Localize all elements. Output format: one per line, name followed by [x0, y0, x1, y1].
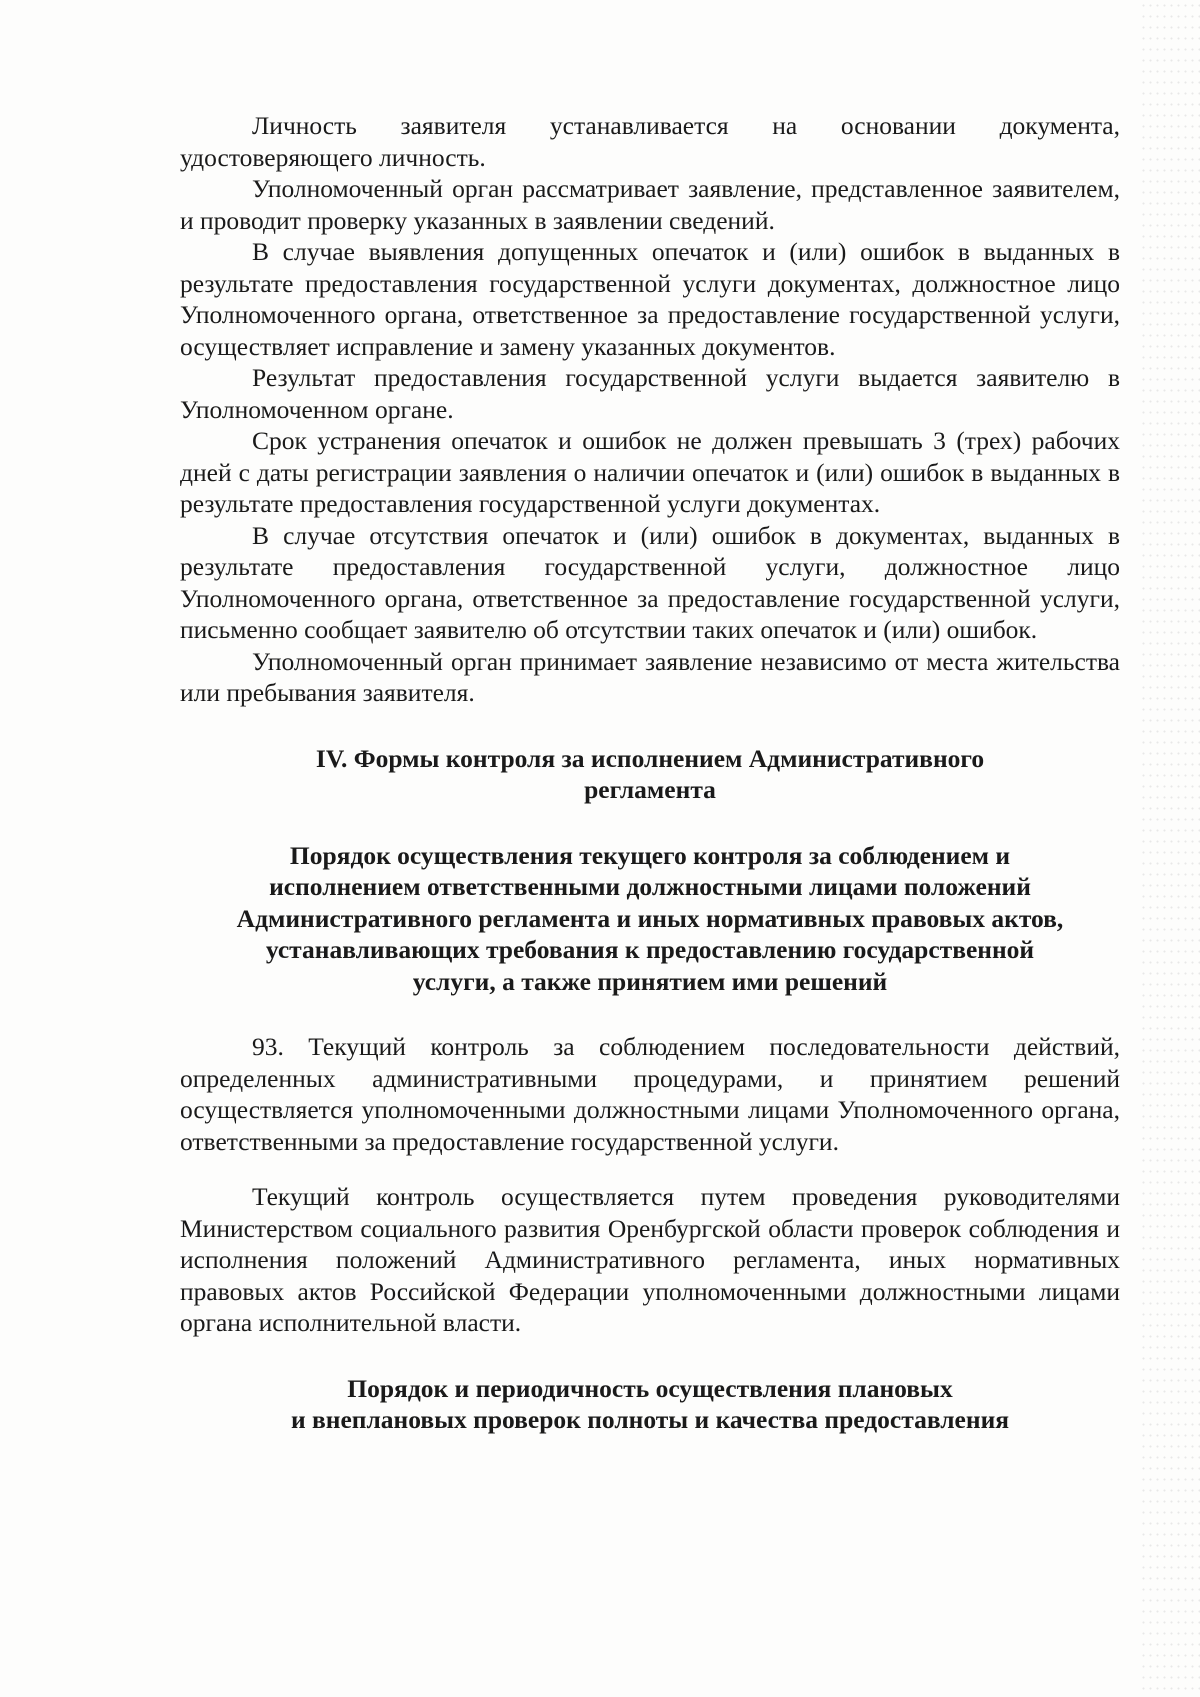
subheading-current-control [180, 840, 1120, 998]
paragraph-93: 93. Текущий контроль за соблюдением последовательности действий, определенных административными процедурами, и принятием решений осуществляется уполномоченными должностными лицами Уполномоченного органа, ответственными за предоставление государственной услуги. [180, 1032, 1120, 1156]
document-body [180, 110, 1120, 1436]
subheading-line: Порядок и периодичность осуществления плановых [347, 1373, 953, 1403]
paragraph-deadline: Срок устранения опечаток и ошибок не должен превышать 3 (трех) рабочих дней с даты регистрации заявления о наличии опечаток и (или) ошибок в выданных в результате предоставления государственной услуги документах. [180, 426, 1120, 518]
section-heading [180, 743, 1120, 806]
subheading-line: исполнением ответственными должностными лицами положений [269, 872, 1031, 901]
subheading-line: Административного регламента и иных нормативных правовых актов, [236, 903, 1064, 933]
scan-noise [1140, 0, 1200, 1697]
paragraph-acceptance: Уполномоченный орган принимает заявление независимо от места жительства или пребывания заявителя. [180, 646, 1120, 707]
subheading-inspections [180, 1373, 1120, 1436]
paragraph-no-errors: В случае отсутствия опечаток и (или) ошибок в документах, выданных в результате предоставления государственной услуги, должностное лицо Уполномоченного органа, ответственное за предоставление государственной услуги, письменно сообщает заявителю об отсутствии таких опечаток и (или) ошибок. [180, 520, 1120, 644]
section-heading-line: IV. Формы контроля за исполнением Административного [315, 743, 985, 773]
subheading-line: Порядок осуществления текущего контроля за соблюдением и [289, 840, 1011, 870]
paragraph-review: Уполномоченный орган рассматривает заявление, представленное заявителем, и проводит проверку указанных в заявлении сведений. [180, 174, 1120, 235]
paragraph-errors-found: В случае выявления допущенных опечаток и (или) ошибок в выданных в результате предоставления государственной услуги документах, должностное лицо Уполномоченного органа, ответственное за предоставление государственной услуги, осуществляет исправление и замену указанных документов. [180, 237, 1120, 361]
paragraph-control-method: Текущий контроль осуществляется путем проведения руководителями Министерством социального развития Оренбургской области проверок соблюдения и исполнения положений Административного регламента, иных нормативных правовых актов Российской Федерации уполномоченными должностными лицами органа исполнительной власти. [180, 1182, 1120, 1337]
section-heading-line: регламента [584, 775, 716, 804]
subheading-line: услуги, а также принятием ими решений [412, 966, 888, 996]
subheading-line: и внеплановых проверок полноты и качества предоставления [290, 1405, 1010, 1434]
paragraph-result: Результат предоставления государственной услуги выдается заявителю в Уполномоченном органе. [180, 363, 1120, 424]
subheading-line: устанавливающих требования к предоставлению государственной [265, 935, 1035, 964]
paragraph-identity: Личность заявителя устанавливается на основании документа, удостоверяющего личность. [180, 111, 1120, 172]
